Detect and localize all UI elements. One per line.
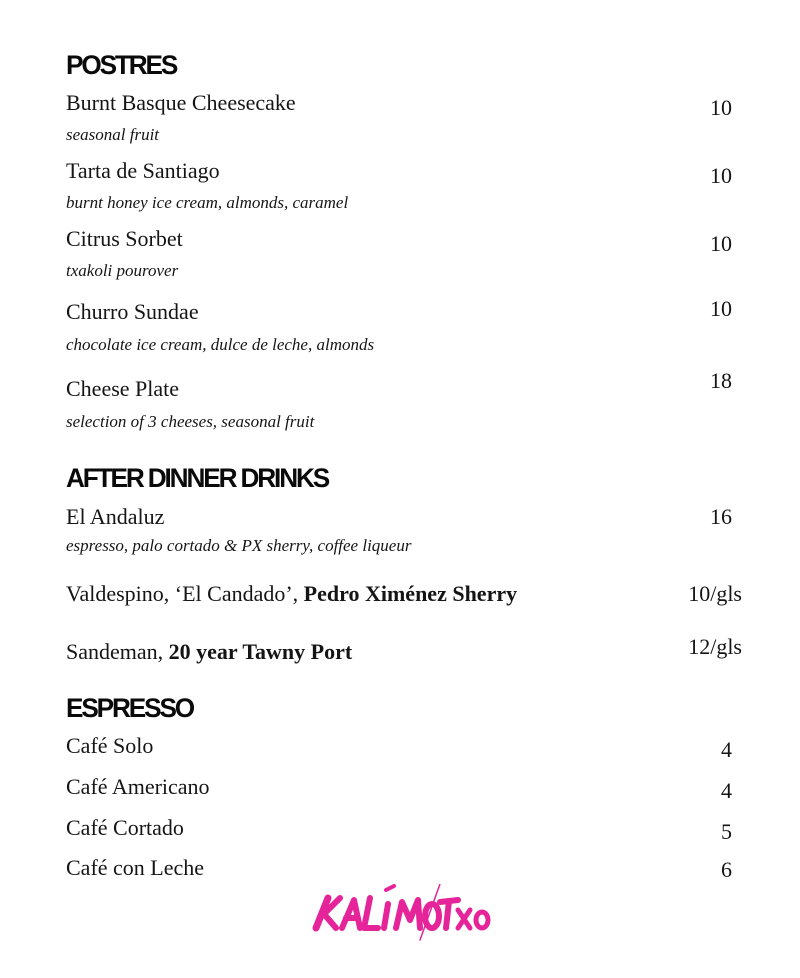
item-name: Citrus Sorbet bbox=[66, 226, 183, 251]
item-price: 10 bbox=[710, 231, 732, 256]
item-wine: Pedro Ximénez Sherry bbox=[303, 581, 518, 606]
item-name: Tarta de Santiago bbox=[66, 158, 220, 183]
item-description: txakoli pourover bbox=[66, 261, 179, 280]
item-name bbox=[66, 583, 517, 605]
item-name: Cheese Plate bbox=[66, 376, 180, 401]
item-price: 16 bbox=[710, 504, 732, 529]
item-description: burnt honey ice cream, almonds, caramel bbox=[66, 193, 349, 212]
item-description: seasonal fruit bbox=[66, 125, 160, 144]
item-price: 12/gls bbox=[688, 634, 742, 659]
item-name: Café Americano bbox=[66, 774, 210, 799]
section-title-after-dinner-drinks: AFTER DINNER DRINKS bbox=[66, 463, 329, 493]
item-description: selection of 3 cheeses, seasonal fruit bbox=[66, 412, 315, 431]
item-price: 10 bbox=[710, 95, 732, 120]
item-name: Churro Sundae bbox=[66, 299, 199, 324]
item-name: Burnt Basque Cheesecake bbox=[66, 90, 296, 115]
kalimotxo-logo bbox=[310, 884, 495, 944]
item-price: 4 bbox=[721, 778, 732, 803]
item-wine: 20 year Tawny Port bbox=[168, 639, 353, 664]
item-name: El Andaluz bbox=[66, 504, 165, 529]
item-price: 10 bbox=[710, 296, 732, 321]
item-producer: Valdespino, ‘El Candado’, bbox=[66, 581, 304, 606]
item-price: 10 bbox=[710, 163, 732, 188]
item-price: 4 bbox=[721, 737, 732, 762]
item-name bbox=[66, 641, 352, 663]
item-description: chocolate ice cream, dulce de leche, almonds bbox=[66, 335, 375, 354]
item-price: 5 bbox=[721, 819, 732, 844]
item-name: Café Solo bbox=[66, 733, 154, 758]
section-title-postres: POSTRES bbox=[66, 50, 177, 80]
item-name: Café con Leche bbox=[66, 855, 205, 880]
item-price: 18 bbox=[710, 368, 732, 393]
item-price: 10/gls bbox=[688, 581, 742, 606]
item-name: Café Cortado bbox=[66, 815, 184, 840]
section-title-espresso: ESPRESSO bbox=[66, 693, 194, 723]
item-description: espresso, palo cortado & PX sherry, coffee liqueur bbox=[66, 536, 412, 555]
item-price: 6 bbox=[721, 857, 732, 882]
item-producer: Sandeman, bbox=[66, 639, 169, 664]
